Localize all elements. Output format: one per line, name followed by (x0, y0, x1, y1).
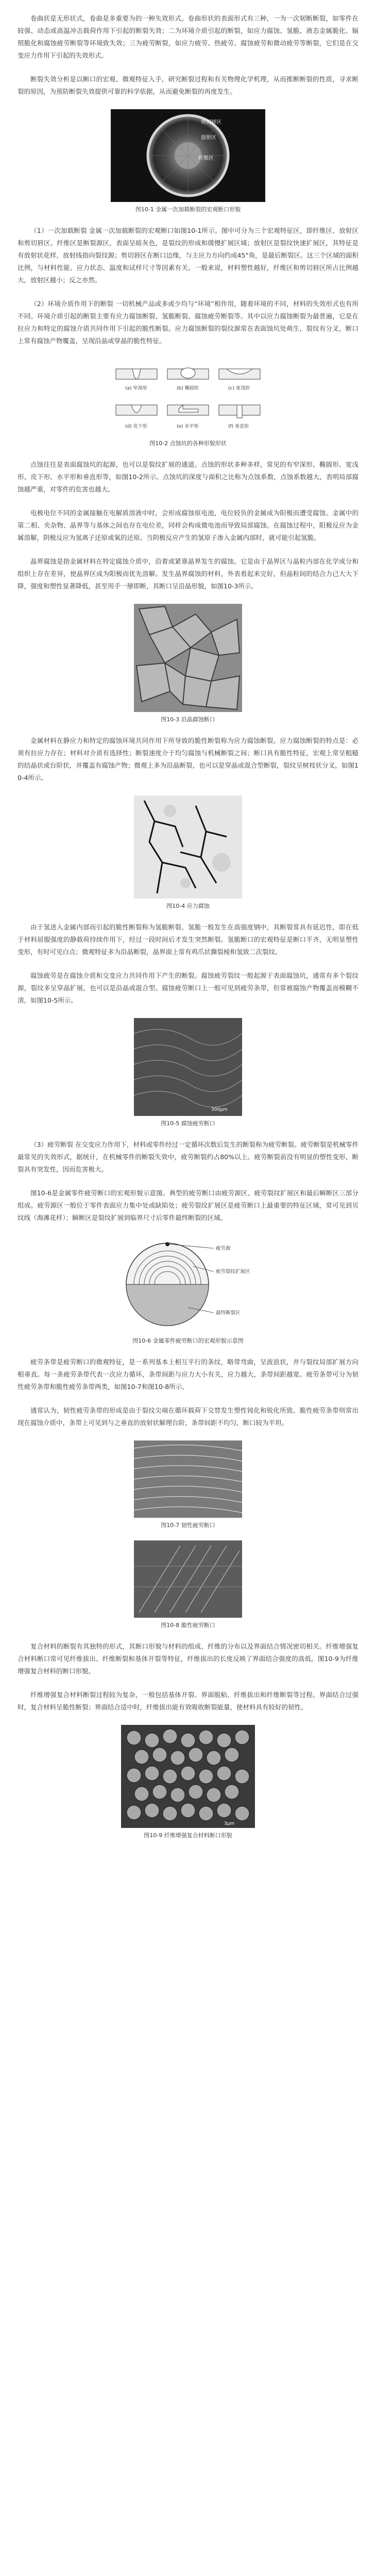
fracture-photo (111, 109, 265, 202)
figure-10-4 (18, 795, 358, 911)
figure-10-1 (18, 109, 358, 214)
paragraph: 电极电位不同的金属接触在电解质溶液中时，会形成腐蚀原电池，电位较负的金属成为阳极而遭受腐蚀。金属中的第二相、夹杂物、晶界等与基体之间也存在电位差，同样会构成微电池而导致局部腐蚀。在腐蚀过程中，阳极反应为金属溶解，阴极反应为氢离子还原或氧的还原。当阴极反应产生的氢原子渗入金属内部时，就可能引起氢脆。 (18, 509, 358, 541)
fig1-label-c: 纤维区 (198, 156, 214, 161)
paragraph: 点蚀往往是表面腐蚀坑的起源，也可以是裂纹扩展的通道。点蚀的形状多种多样，常见的有窄深形、椭圆形、宽浅形、皮下形、水平形和垂直形等，如图10-2所示。点蚀坑的深度与面积之比称为点蚀系数，点蚀系数越大，表明局部腐蚀越严重，对零件的危害也越大。 (18, 461, 358, 493)
figure-caption: 图10-1 金属一次加载断裂的宏观断口形貌 (135, 206, 241, 213)
figure-caption: 图10-8 脆性疲劳断口 (161, 1622, 215, 1629)
figure-caption: 图10-6 金属零件疲劳断口的宏观形貌示意图 (132, 1337, 244, 1344)
figure-caption: 图10-5 腐蚀疲劳断口 (161, 1120, 215, 1127)
figure-caption: 图10-7 韧性疲劳断口 (161, 1522, 215, 1529)
pit-shapes-diagram (111, 359, 265, 436)
fatigue-schematic (111, 1235, 265, 1333)
figure-10-6 (18, 1235, 358, 1346)
stress-corrosion-photo (134, 795, 242, 899)
paragraph: 纤维增强复合材料断裂过程较为复杂，一般包括基体开裂、界面脱粘、纤维拔出和纤维断裂等过程。界面结合过强时，复合材料呈脆性断裂；界面结合适中时，纤维拔出能有效吸收断裂能量，使材料具有较好的韧性。 (18, 1691, 358, 1711)
brittle-fatigue-photo (134, 1540, 242, 1618)
corrosion-fatigue-photo (134, 1018, 242, 1116)
figure-caption: 图10-9 纤维增强复合材料断口形貌 (144, 1832, 232, 1839)
fig2-label-c: (c) 宽浅形 (228, 386, 250, 391)
fig2-label-f: (f) 垂直形 (228, 424, 249, 429)
fig6-label-band: 疲劳裂纹扩展区 (216, 1269, 250, 1275)
paragraph: 复合材料的断裂有其独特的形式，其断口形貌与材料的组成、纤维的分布以及界面结合情况密切相关。纤维增强复合材料断口常可见纤维拔出、纤维断裂和基体开裂等特征，纤维拔出的长度反映了界面结合强度的高低。图10-9为纤维增强复合材料的断口形貌。 (18, 1642, 358, 1675)
paragraph: 由于氢进入金属内部而引起的脆性断裂称为氢脆断裂。氢脆一般发生在高强度钢中，其断裂常具有延迟性，即在低于材料屈服强度的静载荷持续作用下，经过一段时间后才发生突然断裂。氢脆断口的宏观特征是断口平齐，无明显塑性变形，有时可见白点；微观特征多为沿晶断裂，晶界面上常有鸡爪状撕裂棱和氢致二次裂纹。 (18, 923, 358, 956)
paragraph: （2）环境介质作用下的断裂 一切机械产品或多或少均与“环境”相作用，随着环境的不同，材料的失效形式也有所不同。环境介质引起的断裂主要有应力腐蚀断裂、氢脆断裂、腐蚀疲劳断裂等。其中以应力腐蚀断裂为最普遍，它是在拉应力和特定的腐蚀介质共同作用下引起的脆性断裂。应力腐蚀断裂的裂纹源常在表面蚀坑处萌生，裂纹有分叉，断口上常有腐蚀产物覆盖，呈现沿晶或穿晶的脆性特征。 (18, 300, 358, 345)
paragraph: 晶界腐蚀是指金属材料在特定腐蚀介质中，沿着或紧靠晶界发生的腐蚀。它是由于晶界区与晶粒内部在化学成分和组织上存在差异，使晶界区成为阳极而优先溶解。发生晶界腐蚀的材料，外表看起来完好，但晶粒间的结合力已大大下降，强度和塑性显著降低，甚至用手一掰即断，其断口呈沿晶形貌，如图10-3所示。 (18, 557, 358, 590)
figure-10-9 (18, 1725, 358, 1840)
fig2-label-a: (a) 窄深形 (125, 386, 147, 391)
fig2-label-d: (d) 皮下形 (125, 424, 147, 429)
fig6-label-final: 最终断裂区 (216, 1310, 241, 1316)
figure-caption: 图10-4 应力腐蚀 (166, 903, 210, 909)
paragraph: 卷曲状是无形状式，卷曲是多重要为的一种失效形式。卷曲形状的表面形式有三种，一为一次韧断断裂，如零件在较强、动态或高温冲击载荷作用下引起的断裂失效；二为环境介质引起的断裂，如应力腐蚀、氢脆、液态金属脆化、辐照脆化和腐蚀疲劳断裂等环境致失效；三为疲劳断裂，如应力疲劳、热疲劳、腐蚀疲劳和微动疲劳等断裂，它们是在交变应力作用下引起的失效形式。 (18, 14, 358, 59)
figure-caption: 图10-3 沿晶腐蚀断口 (161, 716, 215, 723)
paragraph: 断裂失效分析是以断口的宏观、微观特征入手，研究断裂过程和有关物理化学机理，从而推断断裂的性质，寻求断裂的原因，为预防断裂失效提供可靠的科学依据，从而避免断裂的再度发生。 (18, 75, 358, 95)
paragraph: 金属材料在静应力和特定的腐蚀环境共同作用下所导致的脆性断裂称为应力腐蚀断裂。应力腐蚀断裂的特点是：必须有拉应力存在；材料对介质有选择性；断裂速度介于均匀腐蚀与机械断裂之间；断口具有脆性特征，宏观上常呈粗糙的结晶状或台阶状，并覆盖有腐蚀产物；微观上多为沿晶断裂，也可以是穿晶或混合型断裂，裂纹呈树枝状分叉，如图10-4所示。 (18, 737, 358, 782)
figure-10-3 (18, 604, 358, 724)
fig2-label-e: (e) 水平形 (177, 424, 199, 429)
paragraph: 疲劳条带是疲劳断口的微观特征，是一系列基本上相互平行的条纹，略带弯曲，呈波浪状，并与裂纹局部扩展方向相垂直。每一条疲劳条带代表一次应力循环，条带间距与应力大小有关，应力越大，条带间距越宽。疲劳条带可分为韧性疲劳条带和脆性疲劳条带两类，如图10-7和图10-8所示。 (18, 1358, 358, 1391)
ductile-fatigue-photo (134, 1440, 242, 1518)
paragraph: （1）一次加载断裂 金属一次加载断裂的宏观断口如图10-1所示。图中可分为三个宏观特征区，即纤维区、放射区和剪切唇区。纤维区是断裂源区，表面呈暗灰色，是裂纹的形成和缓慢扩展区域；放射区是裂纹快速扩展区，其特征是有放射状花样，放射线指向裂纹源；剪切唇区在断口边缘，与主应力方向约成45°角，是最后断裂区。这三个区域的面积比例，与材料性能、应力状态、温度和试样尺寸等因素有关。一般来说，材料塑性越好，纤维区和剪切唇区所占比例越大，放射区越小；反之亦然。 (18, 227, 358, 284)
paragraph: 通常认为，韧性疲劳条带的形成是由于裂纹尖端在循环载荷下交替发生塑性钝化和锐化所致。脆性疲劳条带则常出现在腐蚀介质中，条带上可见到与之垂直的放射状解理台阶，条带间距不均匀，断口较为平坦。 (18, 1406, 358, 1427)
intergranular-photo (134, 604, 242, 712)
fig9-scale: 3μm (224, 1821, 235, 1826)
paragraph: 图10-6是金属零件疲劳断口的宏观形貌示意图。典型的疲劳断口由疲劳源区、疲劳裂纹扩展区和最后瞬断区三部分组成。疲劳源区一般位于零件表面应力集中处或缺陷处；疲劳裂纹扩展区是疲劳断口上最重要的特征区域，常可见到贝纹线（海滩花样）；瞬断区是裂纹扩展到临界尺寸后零件最终断裂的区域。 (18, 1189, 358, 1222)
fig6-label-source: 疲劳源 (216, 1246, 231, 1251)
fig5-scale: 300μm (211, 1107, 228, 1112)
fig1-label-a: 剪切唇区 (201, 120, 221, 125)
figure-10-8 (18, 1540, 358, 1630)
paragraph: （3）疲劳断裂 在交变应力作用下，材料或零件经过一定循环次数后发生的断裂称为疲劳断裂。疲劳断裂是机械零件最常见的失效形式，据统计，在机械零件的断裂失效中，疲劳断裂约占80%以上。疲劳断裂前没有明显的塑性变形，断裂具有突发性，因而危害极大。 (18, 1141, 358, 1173)
composite-fracture-photo (121, 1725, 255, 1828)
fig1-label-b: 放射区 (201, 135, 216, 141)
fig2-label-b: (b) 椭圆形 (177, 386, 199, 391)
figure-10-2 (18, 359, 358, 448)
figure-caption: 图10-2 点蚀坑的各种形貌形状 (149, 440, 227, 447)
paragraph: 腐蚀疲劳是在腐蚀介质和交变应力共同作用下产生的断裂。腐蚀疲劳裂纹一般起源于表面腐蚀坑，通常有多个裂纹源，裂纹多呈穿晶扩展，也可以是沿晶或混合型。腐蚀疲劳断口上一般可见到疲劳条带，但常被腐蚀产物覆盖而模糊不清，如图10-5所示。 (18, 972, 358, 1004)
figure-10-5 (18, 1018, 358, 1128)
figure-10-7 (18, 1440, 358, 1530)
